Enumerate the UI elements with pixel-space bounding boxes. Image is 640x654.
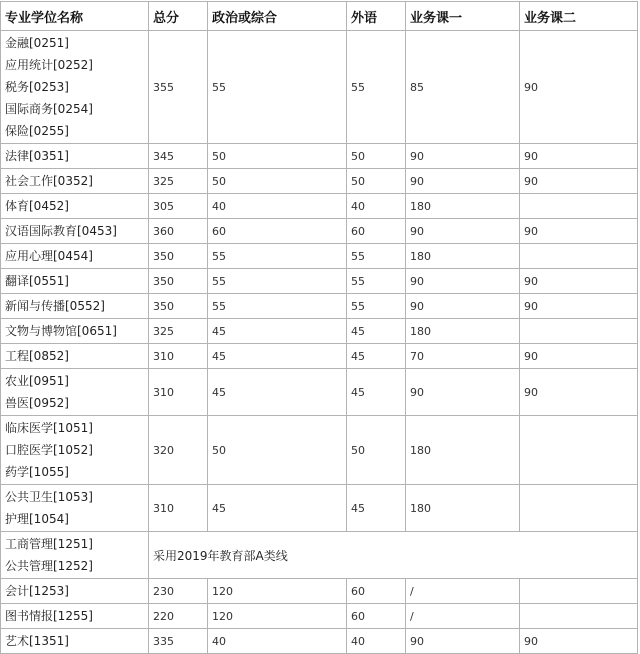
table-row [1,194,638,219]
foreign-cell: 55 [347,31,406,144]
course1-cell: 90 [406,269,520,294]
major-cell [1,369,149,416]
major-name: 税务[0253] [5,80,69,94]
major-name: 图书情报[1255] [5,609,93,623]
total-cell: 310 [149,485,208,532]
course2-cell: 90 [520,344,638,369]
foreign-cell: 45 [347,485,406,532]
major-cell [1,629,149,654]
course1-cell: / [406,579,520,604]
course1-cell: 90 [406,219,520,244]
table-row [1,369,638,416]
politics-cell: 45 [208,485,347,532]
major-name: 新闻与传播[0552] [5,299,105,313]
total-cell: 350 [149,294,208,319]
total-cell: 335 [149,629,208,654]
header-politics: 政治或综合 [208,2,347,31]
total-cell: 325 [149,319,208,344]
politics-cell: 55 [208,269,347,294]
major-name: 药学[1055] [5,465,69,479]
major-name: 艺术[1351] [5,634,69,648]
major-cell [1,485,149,532]
major-cell [1,532,149,579]
major-name: 应用心理[0454] [5,249,93,263]
politics-cell: 50 [208,416,347,485]
header-course2: 业务课二 [520,2,638,31]
course2-cell [520,485,638,532]
major-cell [1,579,149,604]
politics-cell: 40 [208,629,347,654]
politics-cell: 50 [208,144,347,169]
major-name: 体育[0452] [5,199,69,213]
politics-cell: 50 [208,169,347,194]
total-cell: 325 [149,169,208,194]
course1-cell: 180 [406,319,520,344]
foreign-cell: 50 [347,169,406,194]
course1-cell: 90 [406,629,520,654]
major-cell [1,194,149,219]
major-name: 工商管理[1251] [5,537,93,551]
score-table [0,1,638,654]
total-cell: 320 [149,416,208,485]
header-total: 总分 [149,2,208,31]
major-name: 汉语国际教育[0453] [5,224,117,238]
major-cell [1,31,149,144]
total-cell: 360 [149,219,208,244]
table-row [1,344,638,369]
major-name: 口腔医学[1052] [5,443,93,457]
total-cell: 345 [149,144,208,169]
major-name: 兽医[0952] [5,396,69,410]
table-row [1,604,638,629]
major-cell [1,319,149,344]
major-cell [1,416,149,485]
header-foreign: 外语 [347,2,406,31]
politics-cell: 40 [208,194,347,219]
total-cell: 230 [149,579,208,604]
course2-cell: 90 [520,294,638,319]
table-row [1,269,638,294]
major-cell [1,269,149,294]
course1-cell: 90 [406,294,520,319]
course2-cell [520,319,638,344]
total-cell: 310 [149,369,208,416]
major-cell [1,169,149,194]
course1-cell: 180 [406,416,520,485]
major-name: 临床医学[1051] [5,421,93,435]
politics-cell: 55 [208,244,347,269]
major-cell [1,604,149,629]
course2-cell: 90 [520,269,638,294]
table-row [1,169,638,194]
foreign-cell: 50 [347,416,406,485]
major-cell [1,344,149,369]
note-cell: 采用2019年教育部A类线 [149,532,638,579]
politics-cell: 45 [208,369,347,416]
course1-cell: 180 [406,194,520,219]
table-row [1,31,638,144]
foreign-cell: 60 [347,604,406,629]
foreign-cell: 55 [347,294,406,319]
major-name: 文物与博物馆[0651] [5,324,117,338]
major-name: 金融[0251] [5,36,69,50]
major-name: 社会工作[0352] [5,174,93,188]
course2-cell: 90 [520,369,638,416]
major-name: 会计[1253] [5,584,69,598]
politics-cell: 120 [208,579,347,604]
course1-cell: 90 [406,169,520,194]
header-major: 专业学位名称 [1,2,149,31]
total-cell: 355 [149,31,208,144]
header-course1: 业务课一 [406,2,520,31]
table-row [1,532,638,579]
table-row [1,144,638,169]
total-cell: 305 [149,194,208,219]
major-cell [1,244,149,269]
course1-cell: / [406,604,520,629]
course1-cell: 180 [406,244,520,269]
major-cell [1,294,149,319]
table-row [1,319,638,344]
foreign-cell: 45 [347,344,406,369]
foreign-cell: 50 [347,144,406,169]
course1-cell: 90 [406,369,520,416]
total-cell: 220 [149,604,208,629]
foreign-cell: 60 [347,219,406,244]
politics-cell: 55 [208,31,347,144]
politics-cell: 55 [208,294,347,319]
major-name: 法律[0351] [5,149,69,163]
table-row [1,219,638,244]
table-row [1,244,638,269]
course2-cell: 90 [520,144,638,169]
course2-cell: 90 [520,31,638,144]
politics-cell: 45 [208,344,347,369]
course2-cell: 90 [520,219,638,244]
major-name: 护理[1054] [5,512,69,526]
table-row [1,294,638,319]
course2-cell [520,244,638,269]
foreign-cell: 45 [347,369,406,416]
total-cell: 350 [149,244,208,269]
course2-cell [520,579,638,604]
foreign-cell: 55 [347,244,406,269]
table-row [1,416,638,485]
major-name: 保险[0255] [5,124,69,138]
foreign-cell: 60 [347,579,406,604]
course1-cell: 90 [406,144,520,169]
major-name: 国际商务[0254] [5,102,93,116]
foreign-cell: 40 [347,194,406,219]
major-name: 应用统计[0252] [5,58,93,72]
header-row [1,2,638,31]
major-name: 公共管理[1252] [5,559,93,573]
table-row [1,579,638,604]
table-row [1,485,638,532]
course1-cell: 85 [406,31,520,144]
foreign-cell: 40 [347,629,406,654]
politics-cell: 45 [208,319,347,344]
course1-cell: 70 [406,344,520,369]
foreign-cell: 55 [347,269,406,294]
major-name: 工程[0852] [5,349,69,363]
politics-cell: 120 [208,604,347,629]
course2-cell [520,194,638,219]
politics-cell: 60 [208,219,347,244]
course2-cell [520,604,638,629]
total-cell: 310 [149,344,208,369]
major-cell [1,219,149,244]
course1-cell: 180 [406,485,520,532]
major-name: 翻译[0551] [5,274,69,288]
major-name: 公共卫生[1053] [5,490,93,504]
major-cell [1,144,149,169]
course2-cell: 90 [520,169,638,194]
table-row [1,629,638,654]
total-cell: 350 [149,269,208,294]
course2-cell [520,416,638,485]
foreign-cell: 45 [347,319,406,344]
major-name: 农业[0951] [5,374,69,388]
course2-cell: 90 [520,629,638,654]
